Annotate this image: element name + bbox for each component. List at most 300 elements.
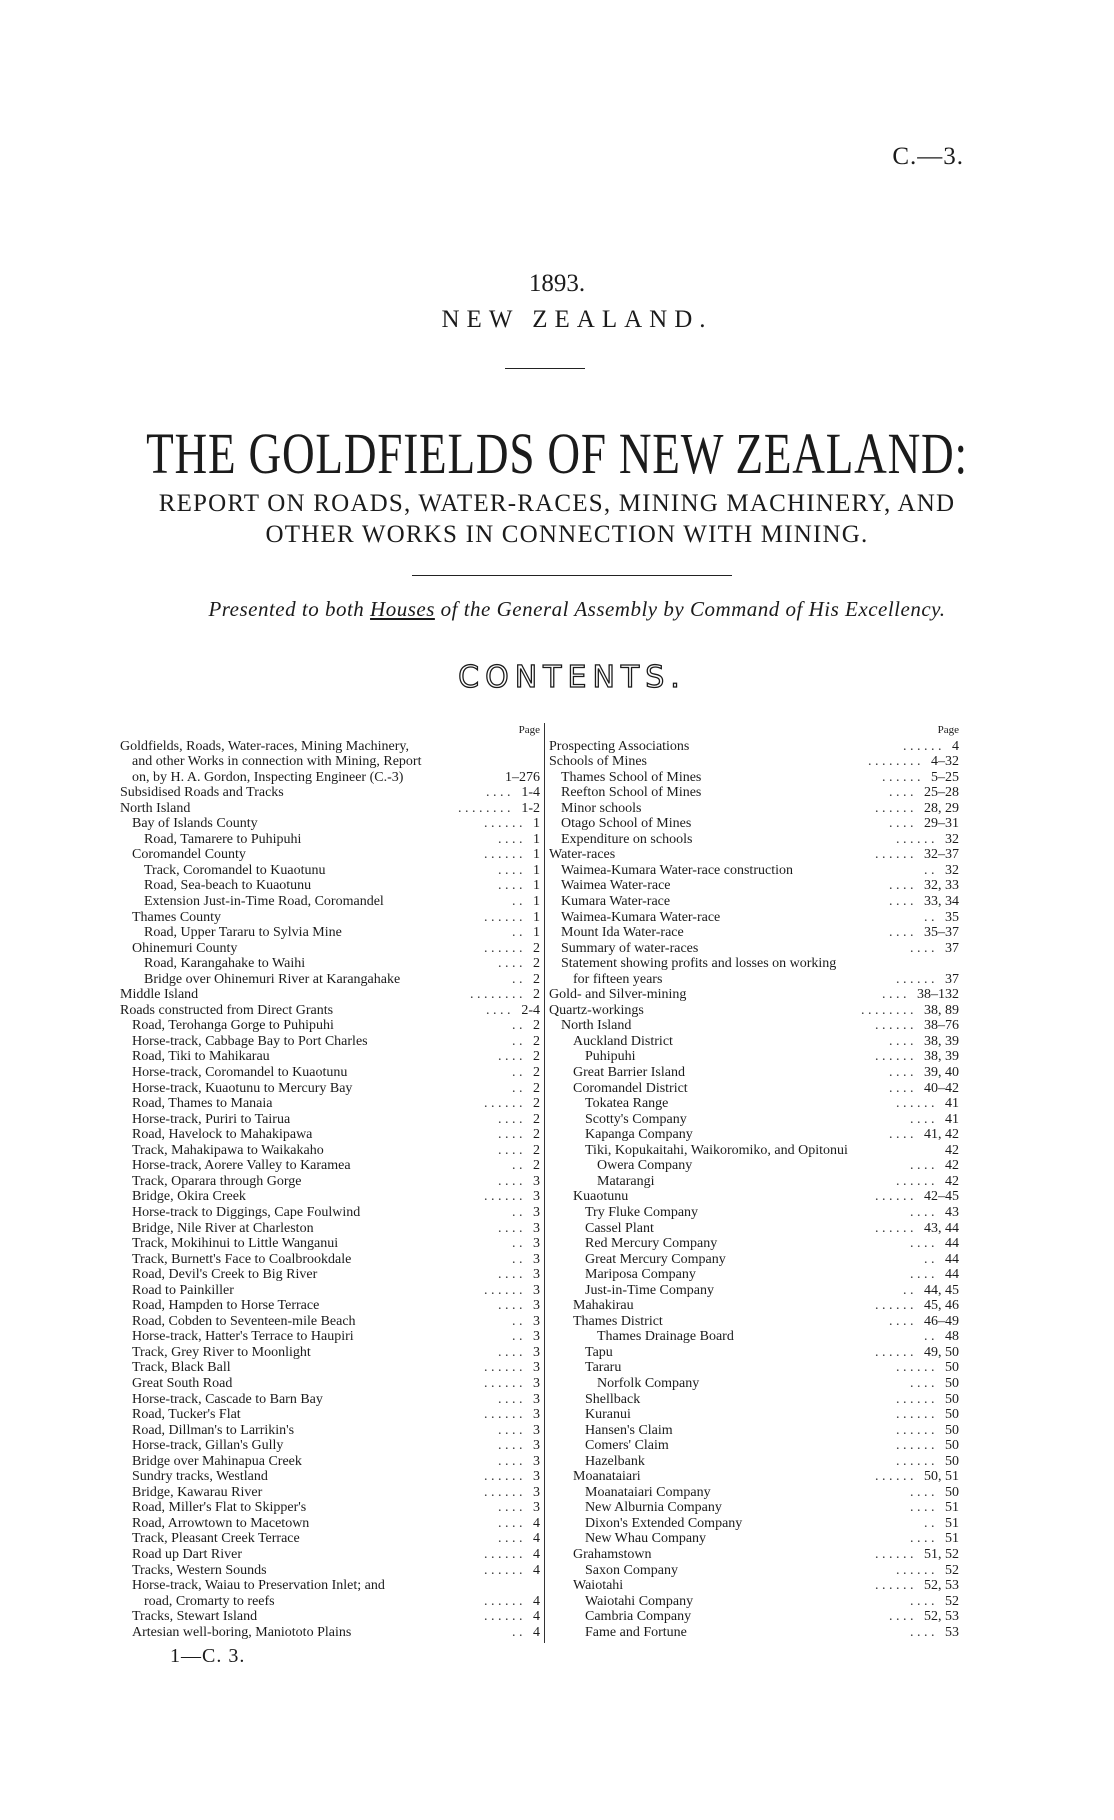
contents-entry-page: 28, 29 [924,800,959,816]
contents-entry [549,1205,959,1221]
contents-entry-title: Subsidised Roads and Tracks [120,785,284,801]
contents-entry-leader: . . [512,1251,523,1267]
contents-entry-page: 3 [533,1422,540,1438]
contents-entry-page: 4 [533,1531,540,1547]
contents-entry-page: 3 [533,1282,540,1298]
contents-entry-title: Road, Thames to Manaia [132,1096,273,1112]
contents-entry-title: North Island [561,1018,632,1034]
contents-entry-leader: . . . . . . [484,1189,523,1205]
contents-entry-page: 50, 51 [924,1469,959,1485]
contents-entry-page: 25–28 [924,785,959,801]
contents-entry [120,801,540,817]
contents-entry [549,910,959,926]
contents-entry-page: 4 [533,1624,540,1640]
contents-entry-page: 50 [945,1453,959,1469]
contents-entry-title: Tararu [585,1360,622,1376]
contents-entry-leader: . . . . . . [484,909,523,925]
contents-entry-page: 4 [533,1546,540,1562]
contents-entry-leader: . . [512,1080,523,1096]
contents-entry-leader: . . . . [889,894,914,910]
contents-entry-page: 1-2 [521,800,540,816]
contents-entry-title: Bay of Islands County [132,816,258,832]
contents-entry-title: Schools of Mines [549,754,647,770]
contents-entry-leader: . . . . . . [875,1344,914,1360]
contents-entry-page: 1 [533,831,540,847]
contents-entry-leader: . . [512,1313,523,1329]
contents-entry-title: Summary of water-races [561,940,699,956]
contents-entry-title: Bridge over Ohinemuri River at Karangahake [144,971,401,987]
contents-entry-page: 42 [945,1158,959,1174]
contents-entry [120,785,540,801]
contents-entry-title: for fifteen years [573,971,663,987]
contents-entry [549,1531,959,1547]
contents-entry-leader: . . . . [889,1127,914,1143]
contents-entry [549,1407,959,1423]
contents-entry-title: Thames School of Mines [561,769,702,785]
contents-entry-leader: . . . . . . [896,1422,935,1438]
contents-entry-leader: . . . . . . [484,1407,523,1423]
contents-entry [120,1547,540,1563]
contents-entry-title: Tracks, Stewart Island [132,1609,258,1625]
contents-entry-title: Horse-track, Gillan's Gully [132,1438,284,1454]
contents-entry-page: 41 [945,1111,959,1127]
contents-entry-page: 2 [533,1127,540,1143]
contents-entry-title: Horse-track, Puriri to Tairua [132,1111,291,1127]
contents-entry [120,847,540,863]
contents-entry [549,1625,959,1641]
contents-entry [549,739,959,755]
contents-entry-leader: . . . . [498,1344,523,1360]
contents-entry-page: 43, 44 [924,1220,959,1236]
contents-entry-page: 32 [945,831,959,847]
contents-entry-page: 50 [945,1375,959,1391]
contents-entry-page: 4 [533,1562,540,1578]
contents-entry-title: Quartz-workings [549,1002,644,1018]
contents-entry-title: Sundry tracks, Westland [132,1469,268,1485]
contents-entry [120,1221,540,1237]
contents-entry-leader: . . . . . . [484,847,523,863]
contents-entry [549,1267,959,1283]
contents-entry-title: Hazelbank [585,1453,645,1469]
contents-entry [120,1392,540,1408]
contents-entry [549,1500,959,1516]
contents-entry-title: Road, Tucker's Flat [132,1407,241,1423]
contents-entry-leader: . . . . . . [896,1438,935,1454]
contents-entry-title: Waimea-Kumara Water-race construction [561,862,793,878]
contents-entry-page: 44 [945,1236,959,1252]
contents-entry-page: 3 [533,1251,540,1267]
contents-entry-page: 53 [945,1624,959,1640]
contents-entry-title: Kuaotunu [573,1189,629,1205]
contents-entry-title: Thames District [573,1313,663,1329]
contents-entry-page: 2 [533,1096,540,1112]
contents-entry-title: New Alburnia Company [585,1500,722,1516]
contents-heading: CONTENTS. [458,660,686,695]
contents-entry [120,878,540,894]
contents-entry [549,1003,959,1019]
contents-entry [120,863,540,879]
contents-entry [549,972,959,988]
contents-entry-leader: . . . . [498,1267,523,1283]
contents-entry-page: 50 [945,1422,959,1438]
contents-entry-leader: . . . . [498,831,523,847]
contents-entry-page: 52 [945,1593,959,1609]
contents-entry-title: Waiotahi [573,1578,624,1594]
contents-entry-leader: . . . . . . [875,847,914,863]
contents-entry-page: 1 [533,847,540,863]
contents-entry-page: 35 [945,909,959,925]
contents-entry-title: Just-in-Time Company [585,1282,714,1298]
presentation-note-part-2: of the General Assembly by Command of His Excellency. [434,597,946,621]
contents-entry [120,770,540,786]
contents-entry-title: Road, Arrowtown to Macetown [132,1515,310,1531]
contents-entry-title: Track, Grey River to Moonlight [132,1344,311,1360]
contents-entry-page: 32, 33 [924,878,959,894]
contents-entry-leader: . . [512,1236,523,1252]
contents-entry-title: Track, Mokihinui to Little Wanganui [132,1236,339,1252]
contents-entry-title: Ohinemuri County [132,940,238,956]
contents-entry-leader: . . . . . . [896,1562,935,1578]
contents-entry-page: 51 [945,1500,959,1516]
contents-entry [120,1345,540,1361]
contents-entry-leader: . . . . . . [875,1469,914,1485]
contents-entry [549,816,959,832]
contents-entry-page: 39, 40 [924,1065,959,1081]
contents-entry-leader: . . . . [889,878,914,894]
contents-entry-title: Road to Painkiller [132,1282,234,1298]
contents-entry-page: 2 [533,1018,540,1034]
contents-entry-leader: . . . . . . [896,1453,935,1469]
contents-entry-page: 3 [533,1173,540,1189]
contents-entry-page: 42–45 [924,1189,959,1205]
contents-entry-leader: . . [924,1329,935,1345]
contents-entry-leader: . . . . . . [875,1018,914,1034]
contents-entry [549,1454,959,1470]
contents-entry-title: Moanataiari [573,1469,641,1485]
contents-entry-leader: . . [903,1282,914,1298]
document-title: THE GOLDFIELDS OF NEW ZEALAND: [146,421,968,486]
contents-entry-leader: . . . . [910,1624,935,1640]
contents-entry-title: Track, Mahakipawa to Waikakaho [132,1142,324,1158]
contents-entry-title: Shellback [585,1391,641,1407]
contents-entry-title: Horse-track, Kuaotunu to Mercury Bay [132,1080,353,1096]
contents-entry-title: Reefton School of Mines [561,785,702,801]
contents-entry-page: 32–37 [924,847,959,863]
contents-entry [549,1485,959,1501]
contents-entry-page: 3 [533,1360,540,1376]
contents-entry [549,1345,959,1361]
contents-entry [120,1127,540,1143]
contents-entry-leader: . . . . [498,1500,523,1516]
contents-entry-title: Bridge over Mahinapua Creek [132,1453,302,1469]
contents-entry-leader: . . . . . . [875,1546,914,1562]
contents-right-column [549,723,959,1640]
contents-entry [549,1081,959,1097]
contents-entry-title: Great Mercury Company [585,1251,726,1267]
contents-entry [549,1578,959,1594]
contents-entry [549,1049,959,1065]
contents-entry-page: 49, 50 [924,1344,959,1360]
contents-entry-page: 52, 53 [924,1609,959,1625]
contents-entry-leader: . . . . . . [896,1360,935,1376]
contents-entry-page: 4–32 [931,754,959,770]
contents-entry [549,1376,959,1392]
presentation-note-part-1: Presented to both [208,597,371,621]
contents-entry [120,1298,540,1314]
contents-entry [549,770,959,786]
contents-entry [549,941,959,957]
contents-entry-leader: . . . . . . . . [868,754,921,770]
contents-entry-leader: . . . . [889,1033,914,1049]
contents-entry-page: 38, 39 [924,1049,959,1065]
contents-entry [549,1096,959,1112]
contents-entry [549,1065,959,1081]
contents-entry-leader: . . . . . . [875,800,914,816]
contents-entry-title: Waimea-Kumara Water-race [561,909,721,925]
contents-entry-title: Kuranui [585,1407,631,1423]
contents-entry [120,1205,540,1221]
contents-entry-leader: . . [512,1624,523,1640]
contents-left-column [120,723,540,1640]
contents-entry-title: on, by H. A. Gordon, Inspecting Engineer (C.-3) [132,769,404,785]
contents-entry [549,832,959,848]
contents-entry [120,1516,540,1532]
contents-entry [120,925,540,941]
contents-entry [549,1252,959,1268]
contents-entry-leader: . . . . [498,1531,523,1547]
contents-entry [549,785,959,801]
contents-entry [549,1236,959,1252]
contents-entry-page: 3 [533,1236,540,1252]
contents-entry [549,847,959,863]
contents-entry [549,754,959,770]
contents-entry-leader: . . . . . . [896,831,935,847]
contents-entry-leader: . . . . [910,1484,935,1500]
contents-entry-leader: . . . . . . [896,1096,935,1112]
contents-entry [120,1376,540,1392]
contents-entry-page: 38, 39 [924,1033,959,1049]
contents-entry-title: Road, Terohanga Gorge to Puhipuhi [132,1018,334,1034]
contents-entry [120,832,540,848]
contents-entry [549,878,959,894]
page-signature: 1—C. 3. [170,1645,246,1667]
contents-entry-leader: . . . . [486,1002,511,1018]
contents-entry-leader: . . . . . . [875,1220,914,1236]
contents-entry [120,1438,540,1454]
contents-entry [120,1609,540,1625]
contents-entry-leader: . . . . [498,956,523,972]
contents-entry-title: Waiotahi Company [585,1593,694,1609]
contents-entry-leader: . . . . [910,1236,935,1252]
document-reference: C.—3. [892,143,964,170]
contents-entry-title: Tokatea Range [585,1096,669,1112]
contents-entry-title: Auckland District [573,1033,673,1049]
contents-entry-title: Road up Dart River [132,1546,243,1562]
contents-entry [120,1329,540,1345]
contents-entry-title: Saxon Company [585,1562,678,1578]
contents-entry [120,1594,540,1610]
contents-entry-page: 44 [945,1251,959,1267]
contents-entry-page: 40–42 [924,1080,959,1096]
contents-entry-page: 51 [945,1515,959,1531]
contents-entry-page: 3 [533,1329,540,1345]
contents-entry [120,1407,540,1423]
contents-entry-leader: . . . . . . [484,1609,523,1625]
contents-entry-title: road, Cromarty to reefs [144,1593,275,1609]
contents-entry [120,816,540,832]
contents-entry-leader: . . . . [498,1438,523,1454]
contents-entry-leader: . . . . [910,1531,935,1547]
contents-entry [549,1594,959,1610]
contents-entry-leader: . . [512,1065,523,1081]
contents-entry-leader: . . . . [882,987,907,1003]
document-subtitle-line-2: OTHER WORKS IN CONNECTION WITH MINING. [265,521,869,548]
contents-entry-leader: . . [924,1251,935,1267]
contents-entry-title: Horse-track, Waiau to Preservation Inlet; and [132,1578,385,1594]
contents-entry-title: Coromandel District [573,1080,688,1096]
contents-entry-title: Tracks, Western Sounds [132,1562,267,1578]
contents-entry-leader: . . [512,1329,523,1345]
contents-entry [120,894,540,910]
contents-entry-leader: . . . . [889,816,914,832]
contents-entry-title: Road, Karangahake to Waihi [144,956,306,972]
contents-entry-leader: . . . . [910,1500,935,1516]
contents-entry-title: Track, Pleasant Creek Terrace [132,1531,300,1547]
contents-entry-page: 50 [945,1438,959,1454]
contents-entry-title: Track, Burnett's Face to Coalbrookdale [132,1251,352,1267]
contents-entry-page: 3 [533,1438,540,1454]
contents-entry [120,1314,540,1330]
contents-entry [120,1423,540,1439]
contents-entry [120,1049,540,1065]
contents-entry [549,1609,959,1625]
contents-entry-title: Road, Hampden to Horse Terrace [132,1298,320,1314]
contents-entry-page: 3 [533,1500,540,1516]
contents-entry [120,1252,540,1268]
contents-entry-title: Statement showing profits and losses on working [561,956,837,972]
contents-entry-title: Expenditure on schools [561,831,693,847]
contents-entry-title: New Whau Company [585,1531,707,1547]
document-subtitle-line-1: REPORT ON ROADS, WATER-RACES, MINING MACHINERY, AND [158,490,956,517]
contents-entry-page: 38–132 [917,987,959,1003]
contents-entry-page: 4 [533,1593,540,1609]
contents-entry-page: 38–76 [924,1018,959,1034]
contents-entry-title: Cambria Company [585,1609,692,1625]
contents-entry [120,1003,540,1019]
contents-entry-leader: . . . . [889,1065,914,1081]
contents-entry-title: Bridge, Nile River at Charleston [132,1220,314,1236]
contents-entry-leader: . . [512,1158,523,1174]
contents-entry [120,1563,540,1579]
page-column-label: Page [518,724,540,736]
contents-entry [120,941,540,957]
contents-entry-leader: . . . . . . [484,1375,523,1391]
short-divider [505,368,585,369]
contents-entry-title: Road, Tamarere to Puhipuhi [144,831,302,847]
contents-entry-page: 2 [533,971,540,987]
contents-entry [549,894,959,910]
contents-entry [120,1531,540,1547]
contents-entry-leader: . . . . . . [484,1469,523,1485]
contents-entry-leader: . . [924,909,935,925]
contents-entry-title: Goldfields, Roads, Water-races, Mining Machinery, [120,738,410,754]
contents-entry-page: 3 [533,1189,540,1205]
contents-entry [120,1189,540,1205]
contents-entry-title: Grahamstown [573,1546,652,1562]
contents-entry-leader: . . . . [486,785,511,801]
contents-entry [120,1143,540,1159]
contents-entry-page: 1–276 [505,769,540,785]
contents-entry-title: Great South Road [132,1375,233,1391]
contents-entry [549,1158,959,1174]
contents-entry [549,1034,959,1050]
contents-entry-page: 3 [533,1407,540,1423]
contents-entry [120,739,540,755]
page-column-label: Page [937,724,959,736]
contents-entry-leader: . . [512,1033,523,1049]
contents-entry-title: North Island [120,800,191,816]
contents-entry-page: 43 [945,1204,959,1220]
contents-entry-page: 5–25 [931,769,959,785]
contents-entry-page: 44, 45 [924,1282,959,1298]
contents-entry-leader: . . . . . . [484,1096,523,1112]
contents-entry-page: 1 [533,909,540,925]
contents-entry-title: Track, Black Ball [132,1360,231,1376]
contents-entry-leader: . . . . [910,940,935,956]
contents-entry [120,1625,540,1641]
contents-entry [120,1454,540,1470]
contents-entry [120,1236,540,1252]
contents-entry-leader: . . . . . . . . [861,1002,914,1018]
contents-entry-page: 3 [533,1220,540,1236]
contents-entry-title: Horse-track to Diggings, Cape Foulwind [132,1204,361,1220]
contents-entry-title: Mariposa Company [585,1267,696,1283]
contents-entry-page: 52 [945,1562,959,1578]
contents-entry-page: 50 [945,1391,959,1407]
contents-entry-leader: . . . . . . . . [458,800,511,816]
contents-entry [549,1423,959,1439]
contents-entry-leader: . . . . [498,1298,523,1314]
contents-entry-leader: . . . . . . [896,971,935,987]
contents-entry-leader: . . [512,971,523,987]
contents-entry-page: 52, 53 [924,1578,959,1594]
contents-entry-leader: . . . . . . [903,738,942,754]
contents-entry-title: Track, Coromandel to Kuaotunu [144,862,326,878]
title-divider [412,575,732,576]
contents-entry [120,987,540,1003]
contents-entry [120,754,540,770]
contents-entry-title: Hansen's Claim [585,1422,673,1438]
contents-entry-page: 2-4 [521,1002,540,1018]
contents-entry-leader: . . . . . . [484,816,523,832]
contents-entry-page: 38, 89 [924,1002,959,1018]
contents-entry-page: 41, 42 [924,1127,959,1143]
contents-entry-leader: . . . . . . [875,1189,914,1205]
contents-page-header [549,723,959,739]
contents-entry [549,1392,959,1408]
contents-entry-leader: . . . . . . [896,1407,935,1423]
contents-entry-title: Road, Havelock to Mahakipawa [132,1127,313,1143]
contents-entry-title: Great Barrier Island [573,1065,685,1081]
contents-entry-leader: . . . . [910,1204,935,1220]
contents-entry [120,1034,540,1050]
contents-entry-title: Track, Oparara through Gorge [132,1173,302,1189]
contents-entry-page: 48 [945,1329,959,1345]
contents-entry [120,956,540,972]
contents-entry-page: 2 [533,956,540,972]
document-country: NEW ZEALAND. [441,306,713,333]
contents-entry-leader: . . . . [498,1111,523,1127]
